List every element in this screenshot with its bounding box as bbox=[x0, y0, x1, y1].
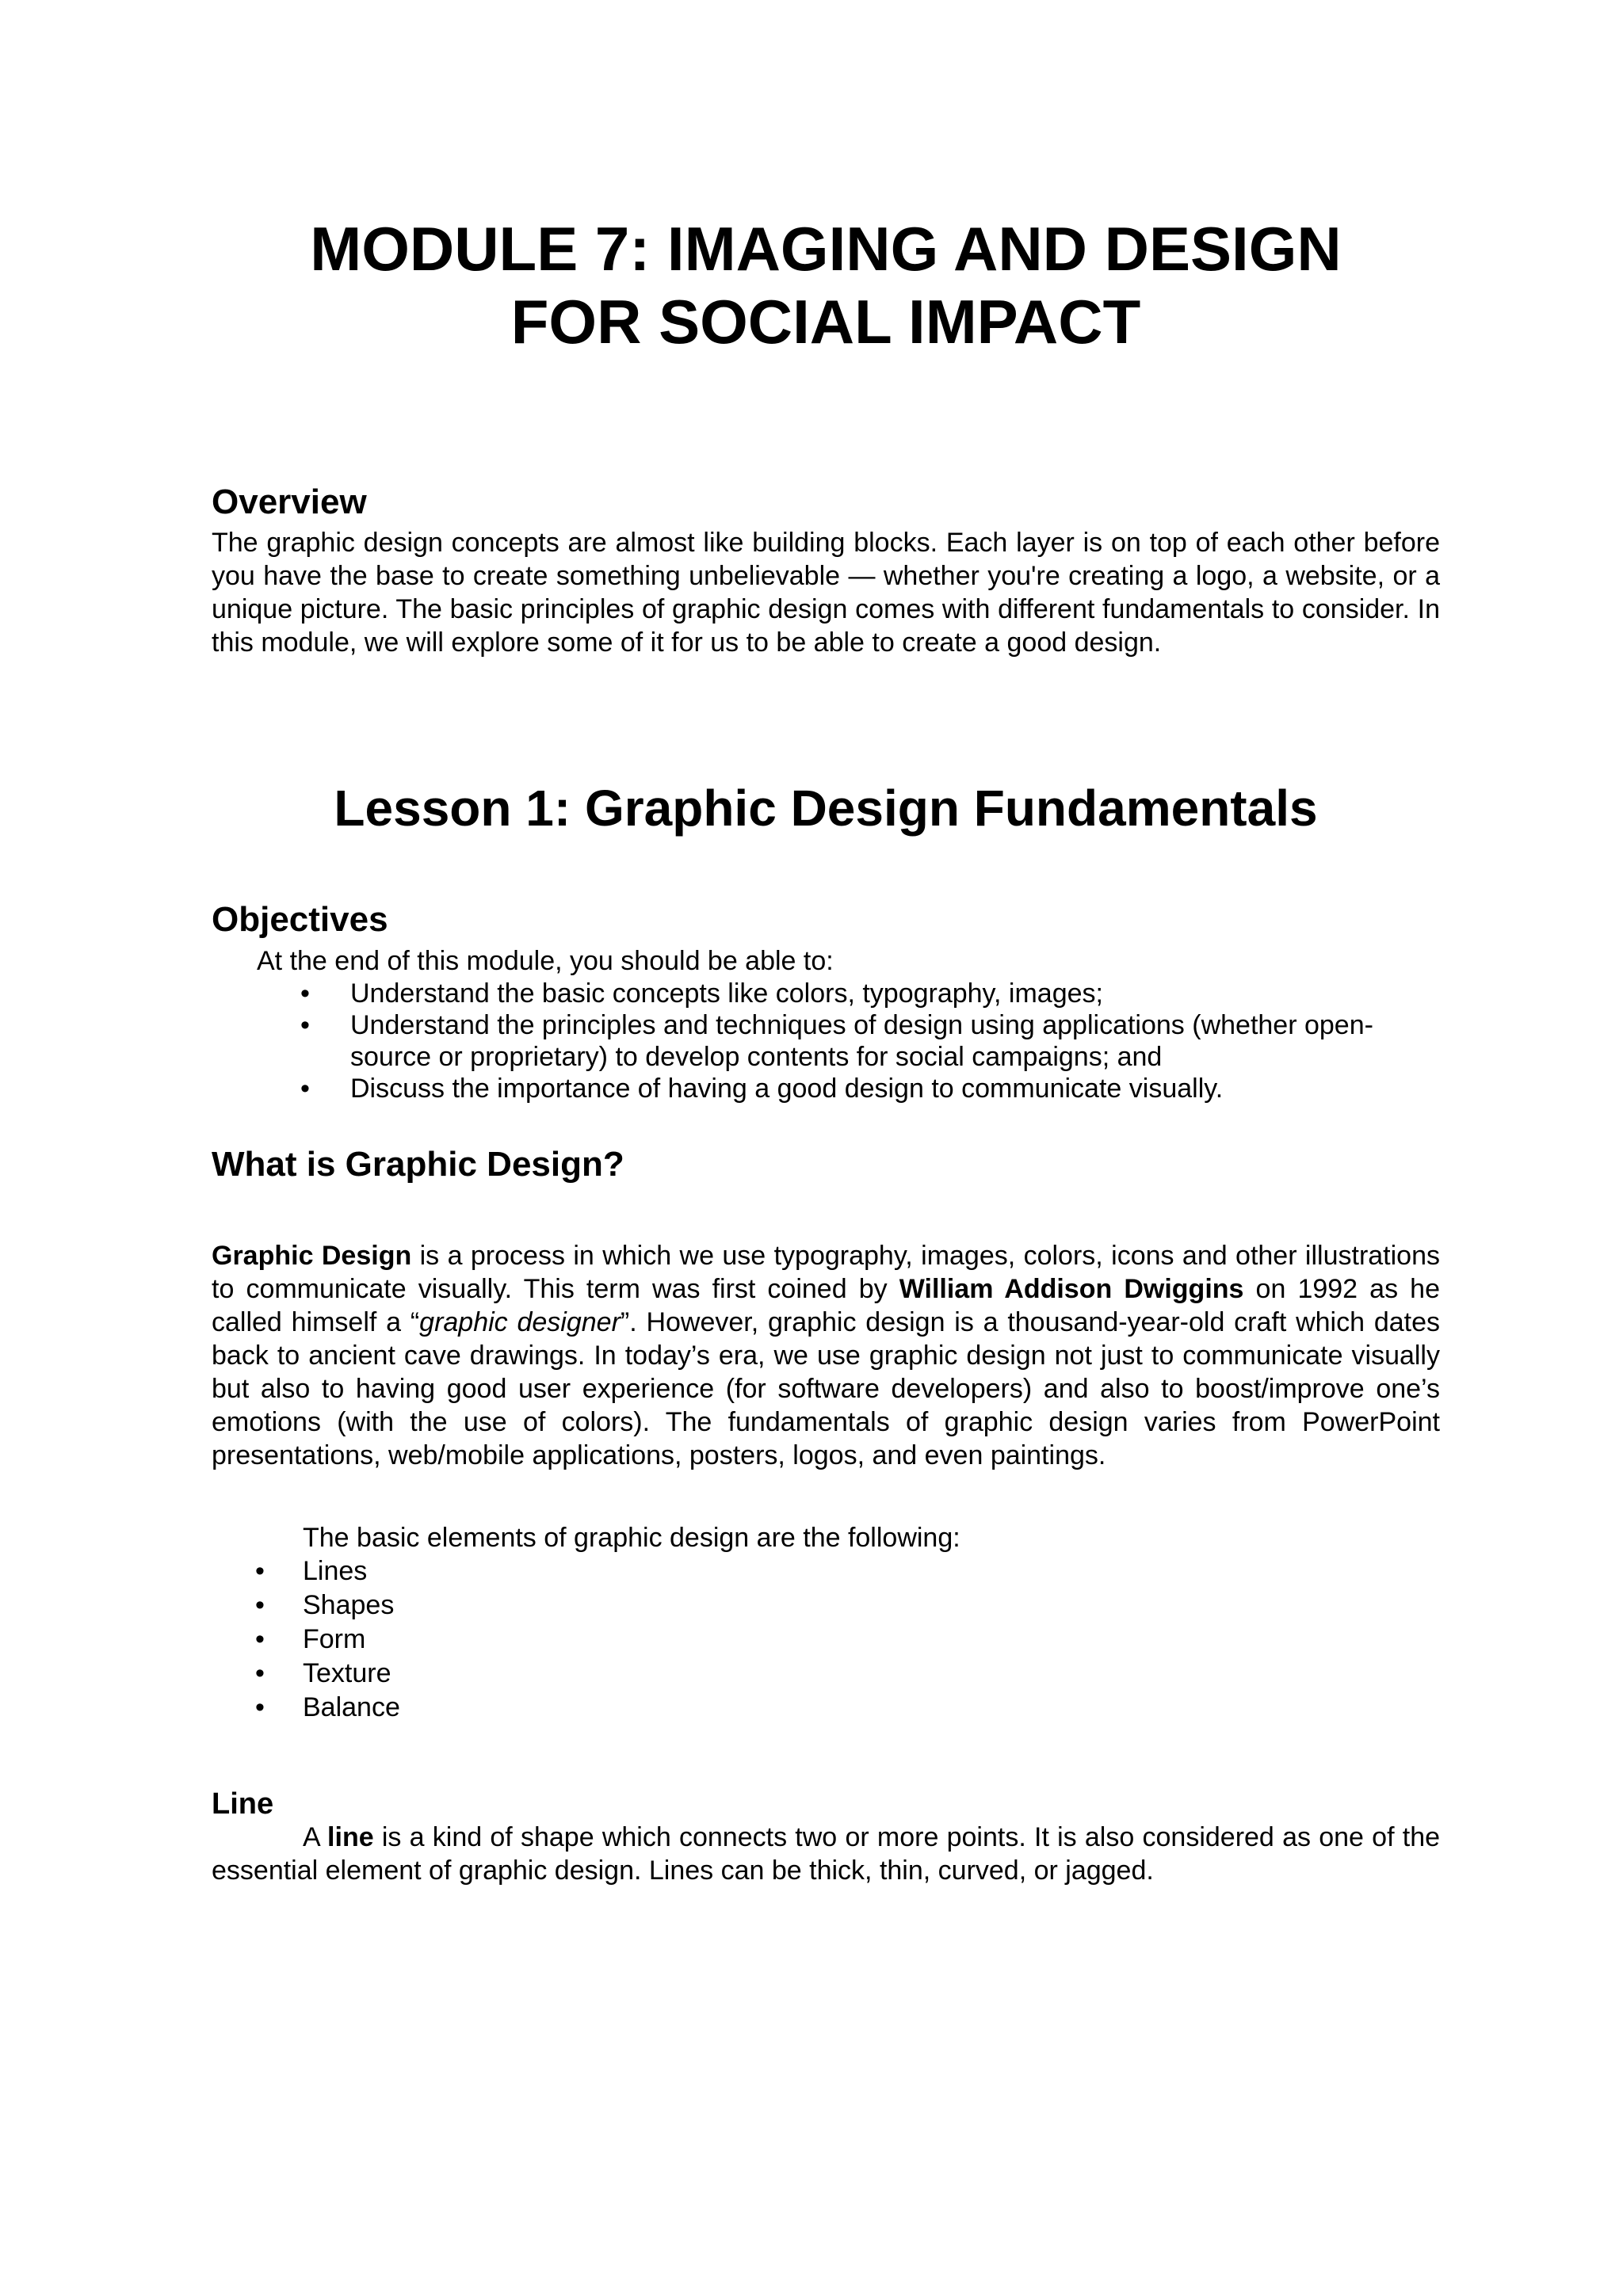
term-graphic-design: Graphic Design bbox=[212, 1241, 412, 1271]
module-title-line-1: MODULE 7: IMAGING AND DESIGN bbox=[310, 214, 1342, 284]
line-heading: Line bbox=[212, 1787, 274, 1821]
objectives-list bbox=[212, 978, 1440, 1104]
overview-paragraph: The graphic design concepts are almost like building blocks. Each layer is on top of each other before you have the base to create something unbelievable — whether you're creating a logo, a website, or a unique picture. The basic principles of graphic design comes with different fundamentals to consider. In this module, we will explore some of it for us to be able to create a good design. bbox=[212, 528, 1440, 658]
list-item bbox=[212, 1691, 400, 1725]
objectives-heading: Objectives bbox=[212, 900, 388, 939]
element-label: Lines bbox=[303, 1556, 368, 1586]
list-item bbox=[212, 978, 1440, 1009]
quoted-term: graphic designer bbox=[419, 1307, 621, 1337]
bullet-icon: • bbox=[255, 1658, 265, 1688]
term-line: line bbox=[327, 1822, 374, 1852]
line-paragraph bbox=[212, 1821, 1440, 1887]
list-item bbox=[212, 1009, 1440, 1073]
module-title-line-2: FOR SOCIAL IMPACT bbox=[510, 287, 1141, 357]
module-title bbox=[212, 212, 1440, 358]
what-is-graphic-design-heading: What is Graphic Design? bbox=[212, 1145, 624, 1184]
person-name: William Addison Dwiggins bbox=[899, 1274, 1244, 1304]
objective-text: Understand the basic concepts like colors, typography, images; bbox=[350, 978, 1103, 1009]
bullet-icon: • bbox=[255, 1624, 265, 1654]
paragraph-text: is a kind of shape which connects two or more points. It is also considered as one of the essential element of graphic design. Lines can be thick, thin, curved, or jagged. bbox=[212, 1822, 1441, 1886]
element-label: Form bbox=[303, 1624, 366, 1654]
list-item bbox=[212, 1073, 1440, 1104]
elements-list bbox=[212, 1554, 400, 1725]
bullet-icon: • bbox=[300, 978, 310, 1009]
objective-text: Understand the principles and techniques of design using applications (whether open-source or proprietary) to develop contents for social campaigns; and bbox=[350, 1010, 1373, 1072]
bullet-icon: • bbox=[300, 1074, 310, 1104]
overview-heading: Overview bbox=[212, 482, 367, 521]
bullet-icon: • bbox=[255, 1692, 265, 1722]
lesson-title: Lesson 1: Graphic Design Fundamentals bbox=[334, 780, 1318, 837]
bullet-icon: • bbox=[255, 1590, 265, 1620]
list-item bbox=[212, 1623, 400, 1657]
paragraph-text: on 1992 as he called himself a “ bbox=[212, 1274, 1440, 1337]
list-item bbox=[212, 1589, 400, 1623]
paragraph-text: ”. However, graphic design is a thousand-year-old craft which dates back to ancient cave drawings. In today’s era, we use graphic design not just to communicate visually but also to having good user experience (for software developers) and also to boost/improve one’s emotions (with the use of colors). The fundamentals of graphic design varies from PowerPoint presentations, web/mobile applications, posters, logos, and even paintings. bbox=[212, 1307, 1440, 1470]
objective-text: Discuss the importance of having a good design to communicate visually. bbox=[350, 1074, 1224, 1104]
element-label: Balance bbox=[303, 1692, 400, 1722]
objectives-intro: At the end of this module, you should be able to: bbox=[257, 946, 834, 976]
element-label: Shapes bbox=[303, 1590, 395, 1620]
paragraph-text: is a process in which we use typography, images, colors, icons and other illustrations to communicate visually. This term was first coined by bbox=[212, 1241, 1440, 1304]
elements-intro: The basic elements of graphic design are the following: bbox=[303, 1523, 960, 1553]
bullet-icon: • bbox=[300, 1010, 310, 1040]
element-label: Texture bbox=[303, 1658, 391, 1688]
bullet-icon: • bbox=[255, 1556, 265, 1586]
list-item bbox=[212, 1554, 400, 1589]
paragraph-text: A bbox=[303, 1822, 328, 1852]
list-item bbox=[212, 1657, 400, 1691]
graphic-design-paragraph bbox=[212, 1239, 1440, 1472]
